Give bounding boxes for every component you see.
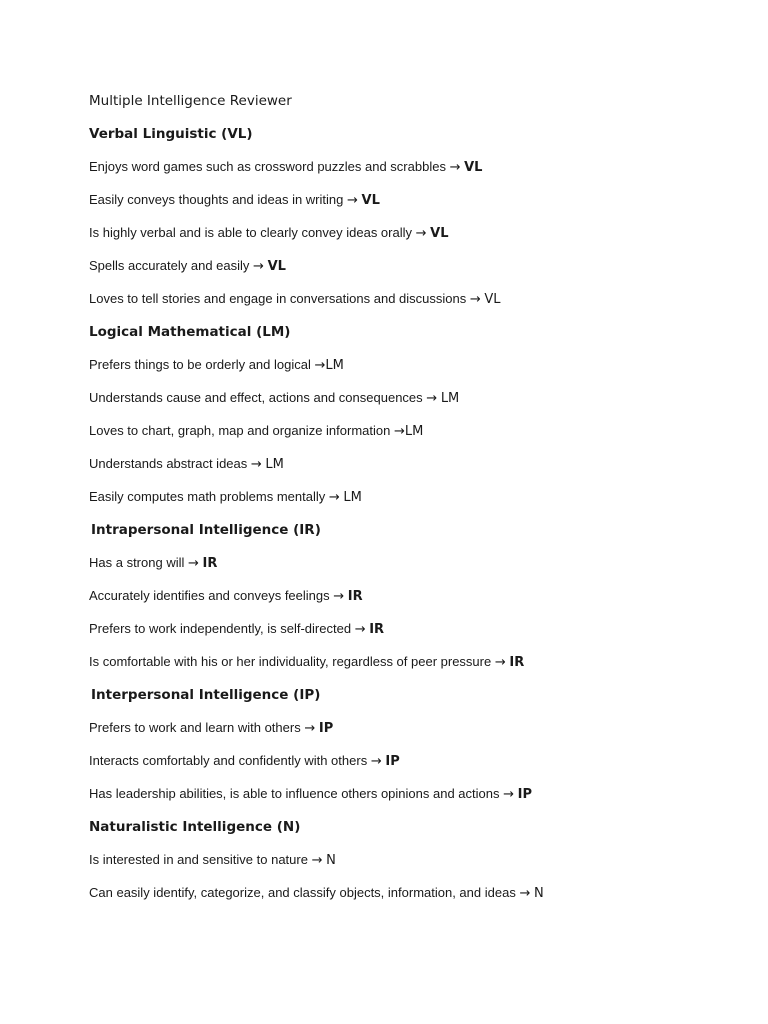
item-text: Accurately identifies and conveys feelings xyxy=(89,588,330,603)
list-item xyxy=(89,288,749,310)
arrow-icon: → xyxy=(304,721,316,736)
item-text: Prefers to work and learn with others xyxy=(89,720,301,735)
item-text: Is highly verbal and is able to clearly convey ideas orally xyxy=(89,225,413,240)
document-title: Multiple Intelligence Reviewer xyxy=(89,93,292,109)
item-text: Prefers to work independently, is self-directed xyxy=(89,621,352,636)
item-code: VL xyxy=(484,292,501,307)
item-code: VL xyxy=(361,193,380,208)
arrow-icon: → xyxy=(426,391,438,406)
list-item xyxy=(89,453,749,475)
item-code: LM xyxy=(265,457,284,472)
item-text: Interacts comfortably and confidently with others xyxy=(89,753,368,768)
item-text: Easily computes math problems mentally xyxy=(89,489,326,504)
arrow-icon: → xyxy=(250,457,262,472)
list-item xyxy=(89,585,749,607)
item-code: IP xyxy=(517,787,533,802)
arrow-icon: → xyxy=(354,622,366,637)
item-code: LM xyxy=(404,424,424,439)
list-item xyxy=(89,849,749,871)
arrow-icon: → xyxy=(370,754,382,769)
list-item xyxy=(89,486,749,508)
section-heading-intrapersonal: Intrapersonal Intelligence (IR) xyxy=(91,522,321,538)
item-text: Has a strong will xyxy=(89,555,185,570)
item-code: IP xyxy=(385,754,400,769)
section-heading-naturalistic: Naturalistic Intelligence (N) xyxy=(89,819,301,835)
list-item xyxy=(89,189,749,211)
item-text: Can easily identify, categorize, and classify objects, information, and ideas xyxy=(89,885,516,900)
item-code: VL xyxy=(430,226,449,241)
arrow-icon: → xyxy=(519,886,531,901)
arrow-icon: → xyxy=(347,193,358,208)
item-code: LM xyxy=(440,391,460,406)
arrow-icon: → xyxy=(393,424,405,439)
item-text: Enjoys word games such as crossword puzzles and scrabbles xyxy=(89,159,446,174)
section-heading-interpersonal: Interpersonal Intelligence (IP) xyxy=(91,687,321,703)
list-item xyxy=(89,387,749,409)
item-code: IR xyxy=(369,622,385,637)
item-text: Easily conveys thoughts and ideas in writing xyxy=(89,192,344,207)
arrow-icon: → xyxy=(415,226,427,241)
list-item xyxy=(89,354,749,376)
item-code: LM xyxy=(343,490,362,505)
item-text: Loves to chart, graph, map and organize information xyxy=(89,423,391,438)
item-code: IP xyxy=(318,721,334,736)
list-item xyxy=(89,420,749,442)
item-code: N xyxy=(326,853,336,868)
arrow-icon: → xyxy=(449,160,461,175)
list-item xyxy=(89,651,749,673)
list-item xyxy=(89,783,749,805)
section-heading-verbal-linguistic: Verbal Linguistic (VL) xyxy=(89,126,253,142)
list-item xyxy=(89,222,749,244)
arrow-icon: → xyxy=(311,853,323,868)
list-item xyxy=(89,882,749,904)
list-item xyxy=(89,156,749,178)
arrow-icon: → xyxy=(469,292,481,307)
item-text: Spells accurately and easily xyxy=(89,258,250,273)
item-text: Prefers things to be orderly and logical xyxy=(89,357,311,372)
list-item xyxy=(89,255,749,277)
arrow-icon: → xyxy=(314,358,326,373)
arrow-icon: → xyxy=(494,655,506,670)
item-code: IR xyxy=(509,655,525,670)
item-text: Understands abstract ideas xyxy=(89,456,248,471)
section-heading-logical-mathematical: Logical Mathematical (LM) xyxy=(89,324,291,340)
arrow-icon: → xyxy=(333,589,345,604)
item-text: Is comfortable with his or her individuality, regardless of peer pressure xyxy=(89,654,492,669)
item-code: LM xyxy=(325,358,344,373)
item-code: N xyxy=(533,886,544,901)
arrow-icon: → xyxy=(253,259,264,274)
item-text: Is interested in and sensitive to nature xyxy=(89,852,308,867)
list-item xyxy=(89,618,749,640)
list-item xyxy=(89,552,749,574)
item-text: Understands cause and effect, actions and consequences xyxy=(89,390,423,405)
item-code: VL xyxy=(267,259,286,274)
item-code: VL xyxy=(464,160,483,175)
item-code: IR xyxy=(202,556,218,571)
document-page xyxy=(89,90,749,915)
item-code: IR xyxy=(347,589,363,604)
list-item xyxy=(89,750,749,772)
arrow-icon: → xyxy=(328,490,340,505)
list-item xyxy=(89,717,749,739)
arrow-icon: → xyxy=(503,787,515,802)
arrow-icon: → xyxy=(188,556,199,571)
item-text: Has leadership abilities, is able to influence others opinions and actions xyxy=(89,786,500,801)
item-text: Loves to tell stories and engage in conversations and discussions xyxy=(89,291,467,306)
